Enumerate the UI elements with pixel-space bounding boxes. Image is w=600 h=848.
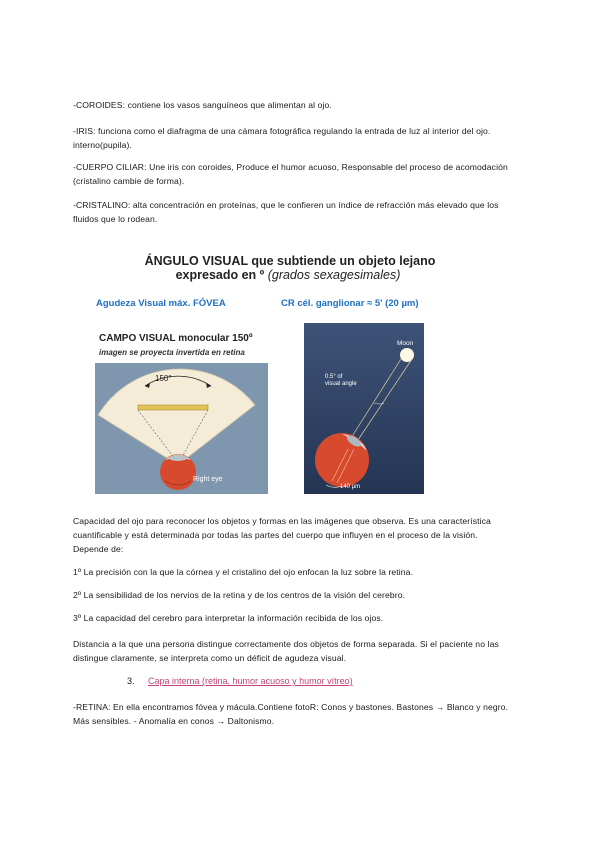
moon-label: Moon [397, 340, 414, 347]
visual-angle-diagram [304, 323, 424, 494]
figure-title-line1: ÁNGULO VISUAL que subtiende un objeto lejano [144, 254, 436, 268]
cristalino-paragraph: -CRISTALINO: alta concentración en proteínas, que le confieren un índice de refracción más elevado que los fluidos que lo rodean. [73, 200, 499, 224]
section-link-capa-interna[interactable]: Capa interna (retina, humor acuoso y humor vítreo) [148, 676, 353, 686]
field-angle-label: 150° [155, 374, 172, 383]
cuerpo-ciliar-paragraph: -CUERPO CILIAR: Une iris con coroides, Produce el humor acuoso, Responsable del proceso de acomodación (cristalino cambie de forma). [73, 162, 508, 186]
item-1: 1º La precisión con la que la córnea y el cristalino del ojo enfocan la luz sobre la retina. [73, 567, 414, 577]
figure-title-line2-italic: (grados sexagesimales) [267, 268, 401, 282]
right-eye-label: Right eye [193, 476, 223, 483]
iris-paragraph: -IRIS: funciona como el diafragma de una cámara fotográfica regulando la entrada de luz al interior del ojo. interno(pupila). [73, 126, 491, 150]
capacidad-paragraph: Capacidad del ojo para reconocer los objetos y formas en las imágenes que observa. Es una característica cuantificable y está determinada por todas las partes del cuerpo que influyen en el proceso de la visión. Depende de: [73, 516, 491, 554]
agudeza-heading: Agudeza Visual máx. FÓVEA [96, 298, 226, 309]
visual-angle-line2: visual angle [325, 381, 357, 387]
visual-field-diagram [95, 363, 268, 494]
visual-angle-label [325, 374, 357, 388]
visual-angle-line1: 0.5° of [325, 374, 343, 380]
campo-visual-sublabel: imagen se proyecta invertida en retina [99, 348, 245, 357]
campo-visual-label: CAMPO VISUAL monocular 150º [99, 333, 253, 344]
figure-title-line2 [0, 268, 588, 282]
coroides-paragraph: -COROIDES: contiene los vasos sanguíneos que alimentan al ojo. [73, 100, 332, 110]
item-2: 2º La sensibilidad de los nervios de la retina y de los centros de la visión del cerebro. [73, 590, 406, 600]
item-3: 3º La capacidad del cerebro para interpretar la información recibida de los ojos. [73, 613, 384, 623]
retina-paragraph: -RETINA: En ella encontramos fóvea y mácula.Contiene fotoR: Conos y bastones. Bastones → Blanco y negro. Más sensibles. - Anomalía en conos → Daltonismo. [73, 702, 509, 726]
cr-heading: CR cél. ganglionar ≈ 5' (20 µm) [281, 298, 419, 309]
micron-label: 140 µm [340, 484, 361, 490]
figure-title-line2-bold: expresado en º [175, 268, 268, 282]
section-number: 3. [127, 676, 135, 686]
distancia-paragraph: Distancia a la que una persona distingue correctamente dos objetos de forma separada. Si el paciente no las distingue claramente, se interpreta como un déficit de agudeza visual. [73, 639, 499, 663]
